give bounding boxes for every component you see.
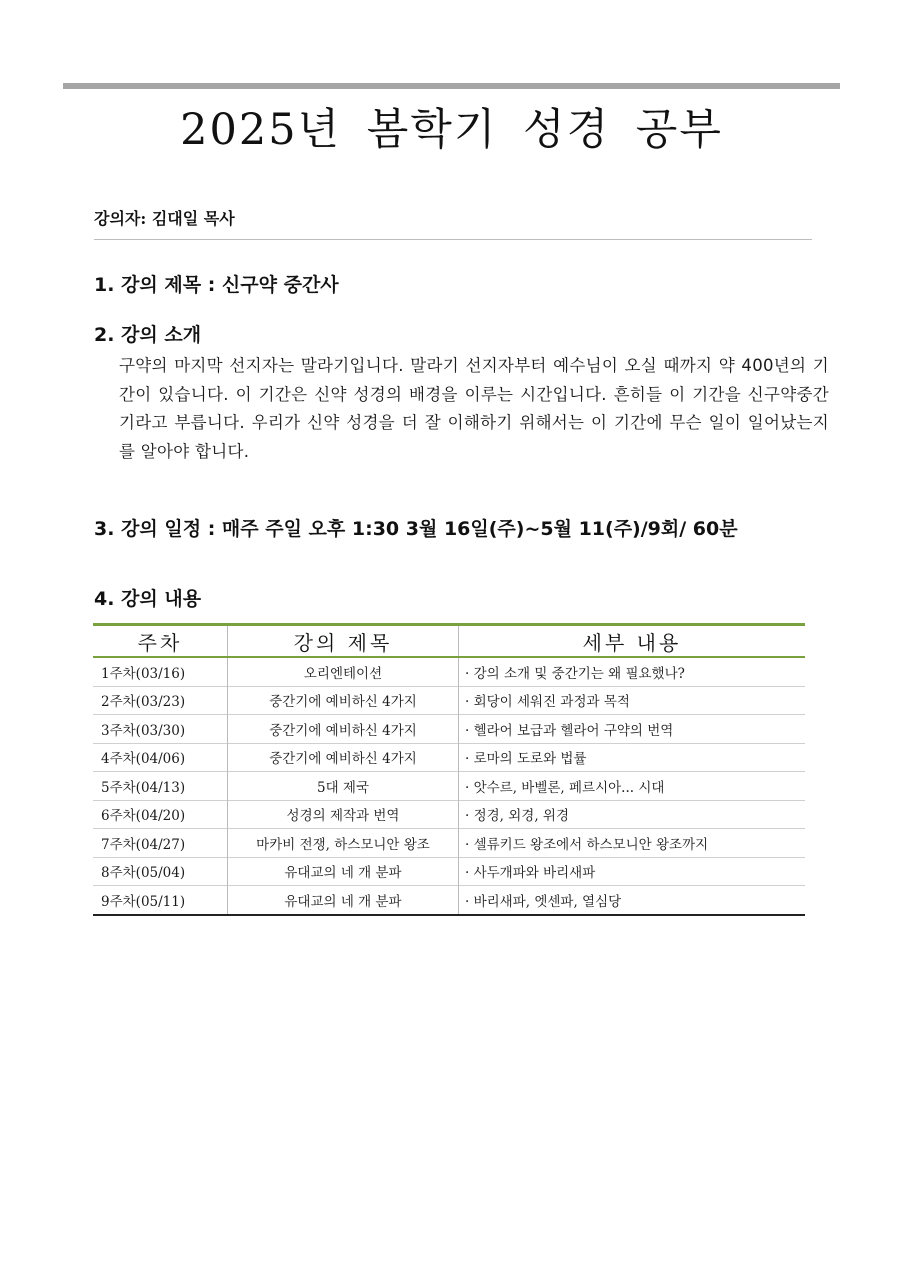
cell-lecture-title: 오리엔테이션 xyxy=(228,657,459,686)
cell-week: 7주차(04/27) xyxy=(93,829,228,858)
cell-details: · 앗수르, 바벨론, 페르시아... 시대 xyxy=(459,772,806,801)
table-header-row xyxy=(93,625,805,658)
cell-week: 2주차(03/23) xyxy=(93,686,228,715)
introduction-paragraph: 구약의 마지막 선지자는 말라기입니다. 말라기 선지자부터 예수님이 오실 때까지 약 400년의 기간이 있습니다. 이 기간은 신약 성경의 배경을 이루는 시간입니다. 흔히들 이 기간을 신구약중간기라고 부릅니다. 우리가 신약 성경을 더 잘 이해하기 위해서는 이 기간에 무슨 일이 일어났는지를 알아야 합니다. xyxy=(119,356,829,461)
cell-details: · 로마의 도로와 법률 xyxy=(459,743,806,772)
cell-lecture-title: 중간기에 예비하신 4가지 xyxy=(228,715,459,744)
lecturer-line: 강의자: 김대일 목사 xyxy=(94,206,812,240)
table-row xyxy=(93,800,805,829)
table-row xyxy=(93,743,805,772)
cell-details: · 헬라어 보급과 헬라어 구약의 번역 xyxy=(459,715,806,744)
cell-lecture-title: 중간기에 예비하신 4가지 xyxy=(228,743,459,772)
table-row xyxy=(93,686,805,715)
cell-week: 9주차(05/11) xyxy=(93,886,228,915)
cell-details: · 회당이 세워진 과정과 목적 xyxy=(459,686,806,715)
cell-week: 6주차(04/20) xyxy=(93,800,228,829)
cell-lecture-title: 마카비 전쟁, 하스모니안 왕조 xyxy=(228,829,459,858)
cell-details: · 셀류키드 왕조에서 하스모니안 왕조까지 xyxy=(459,829,806,858)
cell-lecture-title: 유대교의 네 개 분파 xyxy=(228,857,459,886)
cell-week: 1주차(03/16) xyxy=(93,657,228,686)
cell-week: 3주차(03/30) xyxy=(93,715,228,744)
top-divider xyxy=(63,83,840,89)
section-schedule: 3. 강의 일정 : 매주 주일 오후 1:30 3월 16일(주)~5월 11(주)/9회/ 60분 xyxy=(94,518,738,540)
header-details: 세부 내용 xyxy=(459,625,806,658)
cell-details: · 강의 소개 및 중간기는 왜 필요했나? xyxy=(459,657,806,686)
cell-week: 5주차(04/13) xyxy=(93,772,228,801)
table-row xyxy=(93,657,805,686)
cell-details: · 정경, 외경, 위경 xyxy=(459,800,806,829)
section-course-title: 1. 강의 제목 : 신구약 중간사 xyxy=(94,274,339,296)
cell-week: 8주차(05/04) xyxy=(93,857,228,886)
cell-details: · 사두개파와 바리새파 xyxy=(459,857,806,886)
table-row xyxy=(93,829,805,858)
section-introduction-heading: 2. 강의 소개 xyxy=(94,324,202,346)
table-row xyxy=(93,857,805,886)
cell-lecture-title: 성경의 제작과 번역 xyxy=(228,800,459,829)
cell-lecture-title: 유대교의 네 개 분파 xyxy=(228,886,459,915)
header-lecture-title: 강의 제목 xyxy=(228,625,459,658)
section-contents-heading: 4. 강의 내용 xyxy=(94,588,202,610)
cell-details: · 바리새파, 엣센파, 열심당 xyxy=(459,886,806,915)
page-title: 2025년 봄학기 성경 공부 xyxy=(180,105,723,155)
table-row xyxy=(93,772,805,801)
cell-week: 4주차(04/06) xyxy=(93,743,228,772)
header-week: 주차 xyxy=(93,625,228,658)
course-schedule-table xyxy=(93,623,805,916)
table-row xyxy=(93,715,805,744)
cell-lecture-title: 5대 제국 xyxy=(228,772,459,801)
cell-lecture-title: 중간기에 예비하신 4가지 xyxy=(228,686,459,715)
table-row xyxy=(93,886,805,915)
